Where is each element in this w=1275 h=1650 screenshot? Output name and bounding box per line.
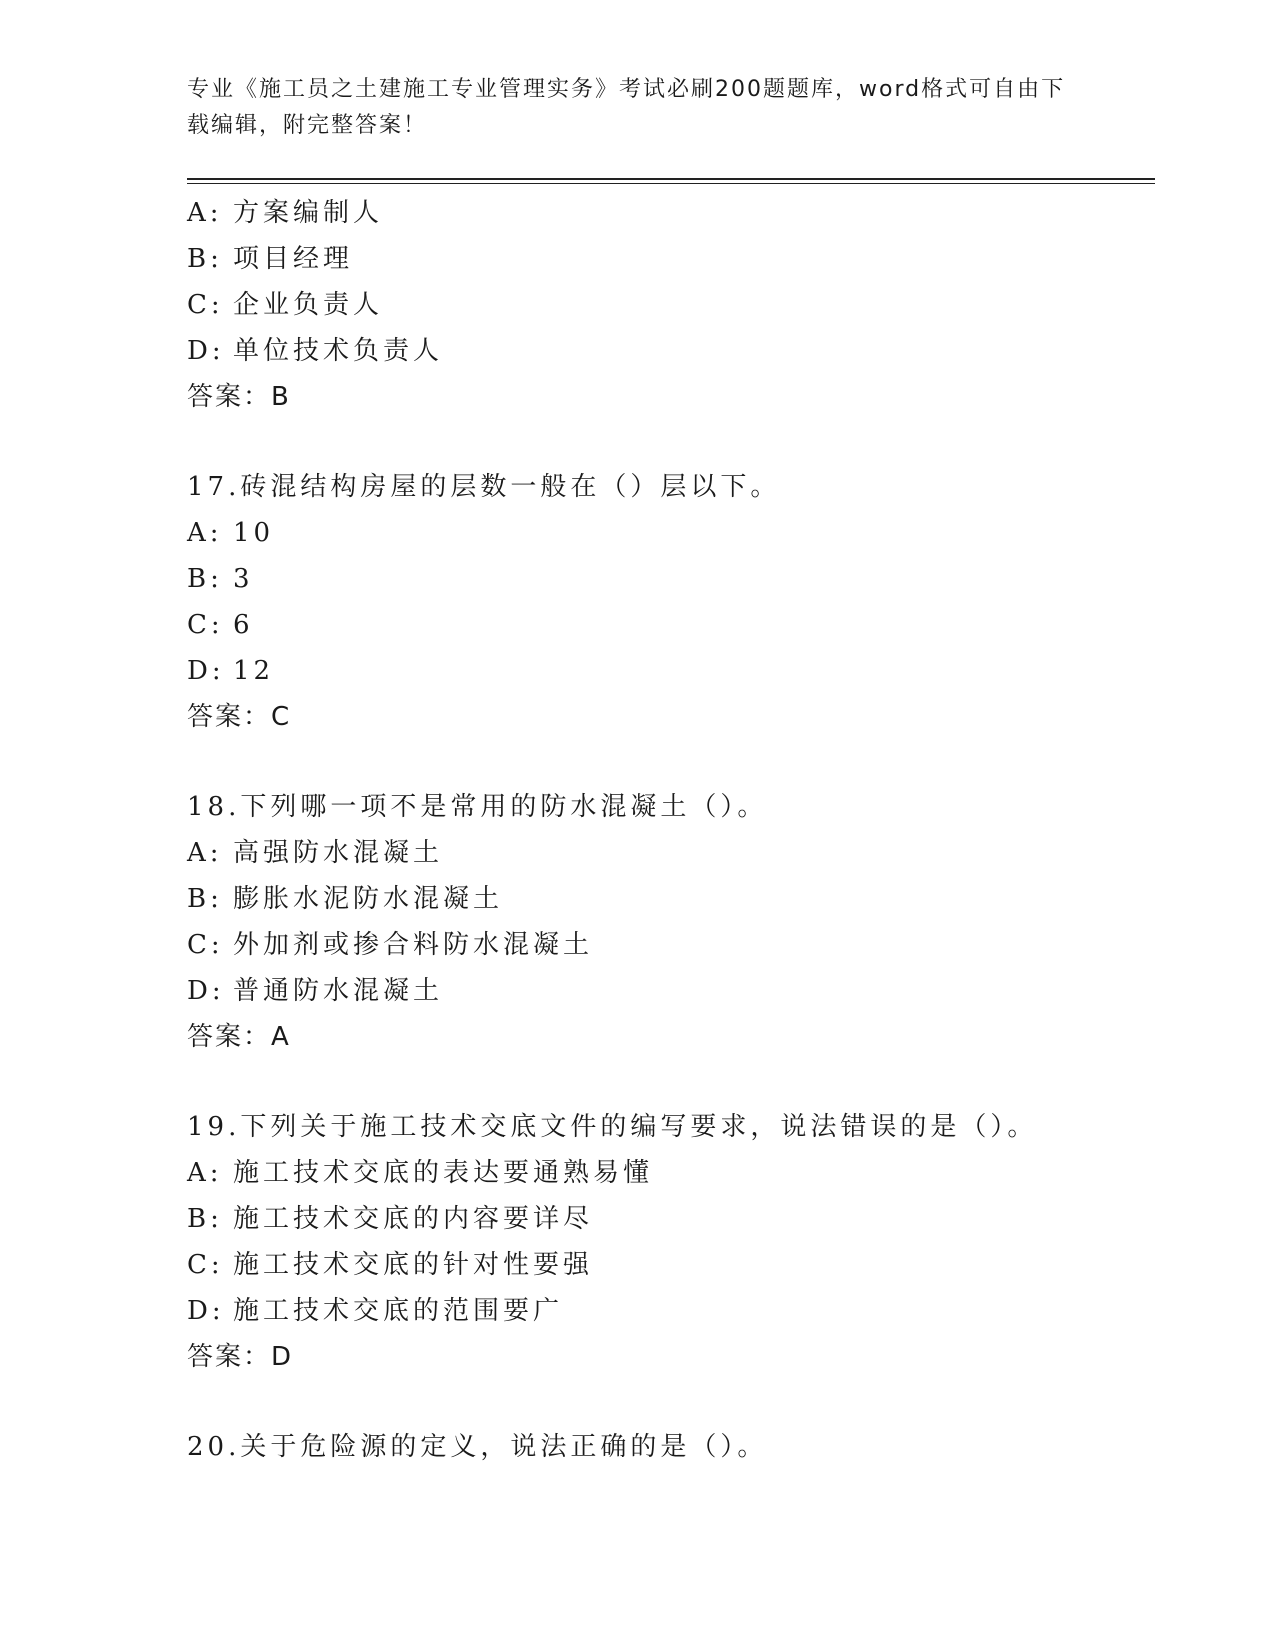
option-label: C: [187,1250,224,1280]
answer-line: 答案：A [187,1022,291,1052]
option-text: 方案编制人 [233,198,384,228]
answer-line: 答案：B [187,382,291,412]
option-line [187,328,1155,374]
option-text: 6 [233,610,254,640]
option-line [187,968,1155,1014]
question-stem: 17.砖混结构房屋的层数一般在（）层以下。 [187,472,781,502]
option-text: 普通防水混凝土 [233,976,444,1006]
option-label: A: [187,1158,223,1188]
option-text: 3 [233,564,254,594]
option-label: C: [187,930,224,960]
spacer [187,740,1155,784]
option-text: 膨胀水泥防水混凝土 [233,884,504,914]
option-line [187,1150,1155,1196]
spacer [187,420,1155,464]
option-label: B: [187,884,223,914]
option-label: D: [187,336,225,366]
option-label: D: [187,976,225,1006]
answer-line: 答案：D [187,1342,294,1372]
option-line [187,1242,1155,1288]
option-label: C: [187,290,224,320]
option-line [187,1288,1155,1334]
option-label: A: [187,198,223,228]
option-text: 外加剂或掺合料防水混凝土 [233,930,594,960]
option-line [187,648,1155,694]
option-text: 施工技术交底的内容要详尽 [233,1204,594,1234]
option-line [187,1196,1155,1242]
option-line [187,282,1155,328]
option-label: B: [187,244,223,274]
option-text: 项目经理 [233,244,354,274]
option-text: 10 [233,518,275,548]
header-divider-thin [187,183,1155,184]
question-stem: 20.关于危险源的定义，说法正确的是（）。 [187,1432,768,1462]
option-line [187,922,1155,968]
option-text: 单位技术负责人 [233,336,444,366]
option-text: 12 [233,656,275,686]
option-label: A: [187,838,223,868]
header-divider-thick [187,178,1155,180]
answer-line: 答案：C [187,702,292,732]
option-line [187,556,1155,602]
option-text: 施工技术交底的针对性要强 [233,1250,594,1280]
question-stem: 18.下列哪一项不是常用的防水混凝土（）。 [187,792,768,822]
option-line [187,830,1155,876]
document-header: 专业《施工员之土建施工专业管理实务》考试必刷200题题库，word格式可自由下载编辑，附完整答案！ [187,77,1066,138]
option-label: A: [187,518,223,548]
option-text: 施工技术交底的表达要通熟易懂 [233,1158,654,1188]
option-label: D: [187,656,225,686]
question-stem: 19.下列关于施工技术交底文件的编写要求，说法错误的是（）。 [187,1112,1038,1142]
option-label: D: [187,1296,225,1326]
spacer [187,1380,1155,1424]
option-line [187,236,1155,282]
option-line [187,602,1155,648]
option-label: B: [187,564,223,594]
option-line [187,876,1155,922]
option-line [187,190,1155,236]
option-text: 企业负责人 [233,290,384,320]
option-label: B: [187,1204,223,1234]
option-label: C: [187,610,224,640]
option-line [187,510,1155,556]
option-text: 施工技术交底的范围要广 [233,1296,564,1326]
spacer [187,1060,1155,1104]
question-list [187,190,1155,1470]
option-text: 高强防水混凝土 [233,838,444,868]
